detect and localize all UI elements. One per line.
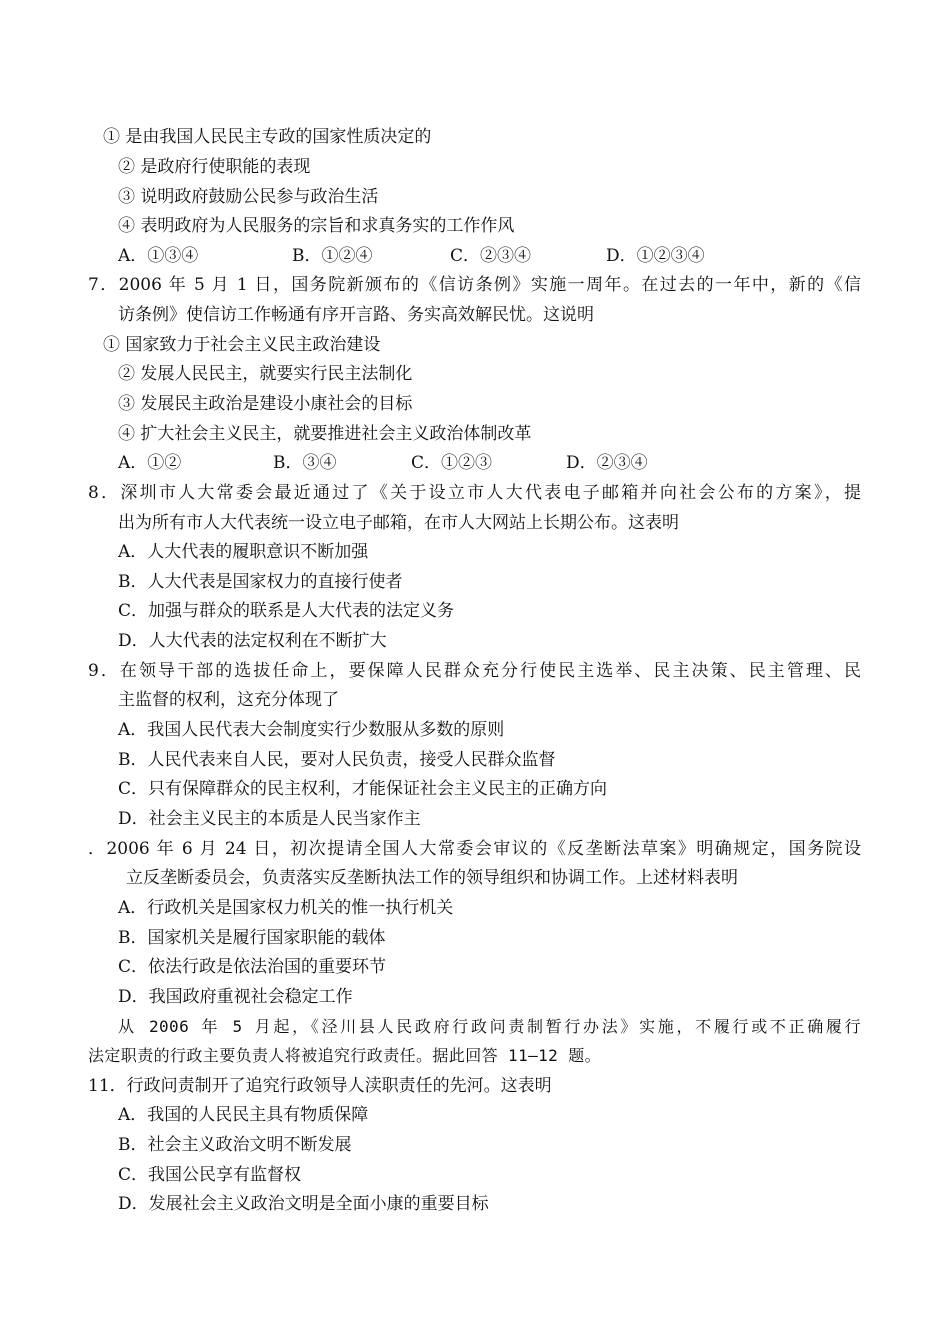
- q10-option-b: B．国家机关是履行国家职能的载体: [118, 928, 386, 948]
- q6-option-a: A．①③④: [118, 246, 199, 266]
- q11-stem-line-1: 11．行政问责制开了追究行政领导人渎职责任的先河。这表明: [88, 1076, 552, 1096]
- q6-option-b: B．①②④: [292, 246, 373, 266]
- q6-statement-3: ③ 说明政府鼓励公民参与政治生活: [118, 187, 379, 207]
- q6-option-c: C．②③④: [450, 246, 532, 266]
- q7-stem-line-1: 7．2006 年 5 月 1 日，国务院新颁布的《信访条例》实施一周年。在过去的一年中，新的《信: [88, 275, 861, 295]
- q8-option-b: B．人大代表是国家权力的直接行使者: [118, 572, 403, 592]
- q7-option-a: A．①②: [118, 453, 182, 473]
- q10-option-a: A．行政机关是国家权力机关的惟一执行机关: [118, 898, 454, 918]
- q7-statement-3: ③ 发展民主政治是建设小康社会的目标: [118, 394, 413, 414]
- q6-statement-1: ① 是由我国人民民主专政的国家性质决定的: [103, 127, 432, 147]
- q9-stem-line-1: 9．在领导干部的选拔任命上，要保障人民群众充分行使民主选举、民主决策、民主管理、民: [88, 661, 861, 681]
- q9-stem-line-2: 主监督的权利，这充分体现了: [118, 690, 339, 710]
- material-line-2: 法定职责的行政主要负责人将被追究行政责任。据此回答 11—12 题。: [88, 1046, 602, 1065]
- q11-option-d: D．发展社会主义政治文明是全面小康的重要目标: [118, 1194, 489, 1214]
- material-line-1: 从 2006 年 5 月起，《泾川县人民政府行政问责制暂行办法》实施，不履行或不正确履行: [118, 1017, 861, 1036]
- q8-option-d: D．人大代表的法定权利在不断扩大: [118, 631, 387, 651]
- q6-statement-4: ④ 表明政府为人民服务的宗旨和求真务实的工作作风: [118, 216, 515, 236]
- q11-option-a: A．我国的人民民主具有物质保障: [118, 1105, 369, 1125]
- q11-option-c: C．我国公民享有监督权: [118, 1165, 302, 1185]
- q10-stem-line-2: 立反垄断委员会，负责落实反垄断执法工作的领导组织和协调工作。上述材料表明: [126, 868, 738, 888]
- q7-stem-line-2: 访条例》使信访工作畅通有序开言路、务实高效解民忧。这说明: [118, 305, 594, 325]
- q10-option-d: D．我国政府重视社会稳定工作: [118, 987, 353, 1007]
- q6-statement-2: ② 是政府行使职能的表现: [118, 157, 311, 177]
- q10-stem-line-1: ．2006 年 6 月 24 日，初次提请全国人大常委会审议的《反垄断法草案》明确规定，国务院设: [88, 839, 861, 859]
- q6-option-d: D．①②③④: [606, 246, 705, 266]
- q7-statement-1: ① 国家致力于社会主义民主政治建设: [103, 335, 381, 355]
- q9-option-d: D．社会主义民主的本质是人民当家作主: [118, 809, 421, 829]
- q9-option-b: B．人民代表来自人民，要对人民负责，接受人民群众监督: [118, 750, 556, 770]
- q7-option-d: D．②③④: [566, 453, 648, 473]
- q7-option-b: B．③④: [273, 453, 337, 473]
- q9-option-c: C．只有保障群众的民主权利，才能保证社会主义民主的正确方向: [118, 779, 608, 799]
- q7-statement-4: ④ 扩大社会主义民主，就要推进社会主义政治体制改革: [118, 424, 532, 444]
- q11-option-b: B．社会主义政治文明不断发展: [118, 1135, 352, 1155]
- q8-option-a: A．人大代表的履职意识不断加强: [118, 542, 369, 562]
- q8-stem-line-1: 8．深圳市人大常委会最近通过了《关于设立市人大代表电子邮箱并向社会公布的方案》，提: [88, 483, 861, 503]
- q7-statement-2: ② 发展人民民主，就要实行民主法制化: [118, 364, 413, 384]
- q9-option-a: A．我国人民代表大会制度实行少数服从多数的原则: [118, 720, 505, 740]
- q8-option-c: C．加强与群众的联系是人大代表的法定义务: [118, 601, 455, 621]
- q7-option-c: C．①②③: [411, 453, 493, 473]
- q8-stem-line-2: 出为所有市人大代表统一设立电子邮箱，在市人大网站上长期公布。这表明: [118, 513, 679, 533]
- q10-option-c: C．依法行政是依法治国的重要环节: [118, 957, 387, 977]
